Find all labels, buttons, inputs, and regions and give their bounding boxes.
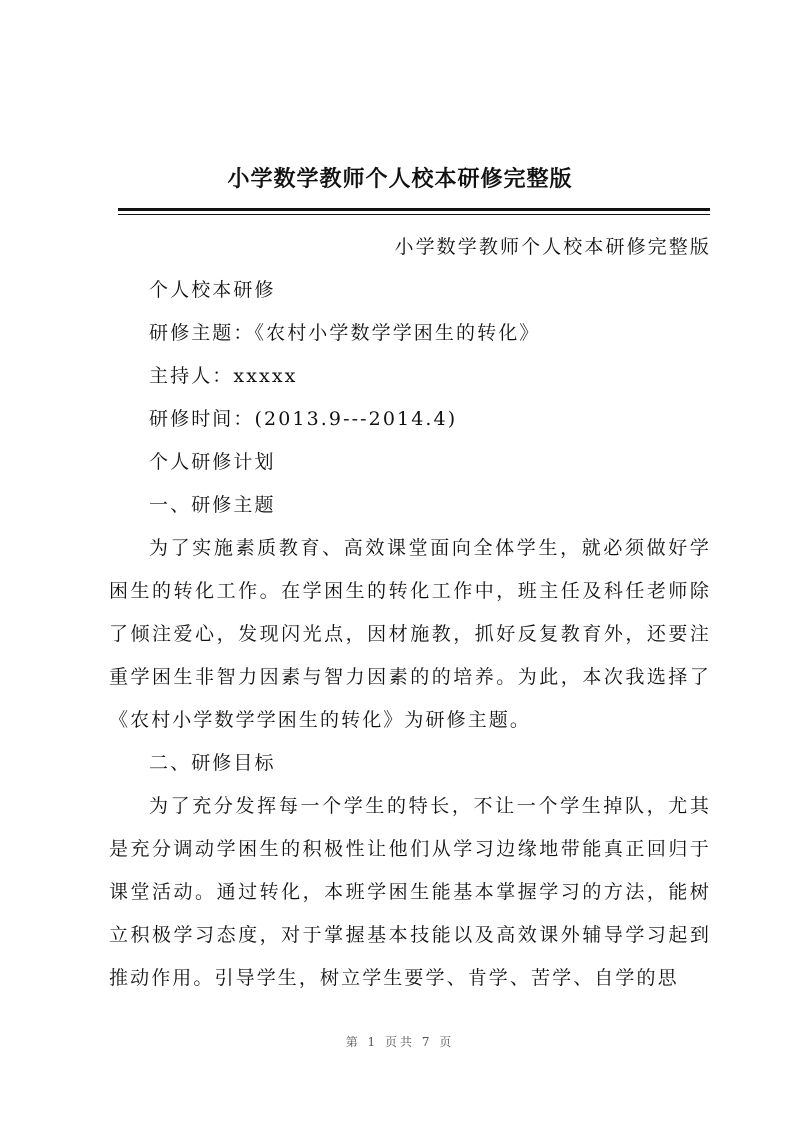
paragraph-section-2: 为了充分发挥每一个学生的特长，不让一个学生掉队，尤其是充分调动学困生的积极性让他们从学习边缘地带能真正回归于课堂活动。通过转化，本班学困生能基本掌握学习的方法，能树立积极学习态度，对于掌握基本技能以及高效课外辅导学习起到推动作用。引导学生，树立学生要学、肯学、苦学、自学的思 [109,795,711,989]
heading-section-1: 一、研修主题 [149,494,276,516]
line-personal-plan: 个人研修计划 [149,451,276,473]
line-host: 主持人：xxxxx [149,365,298,387]
line-school-study: 个人校本研修 [149,279,276,301]
page-footer: 第 1 页共 7 页 [345,1035,455,1049]
document-body [109,226,711,1000]
title-rule-thick [118,208,710,211]
line-study-time: 研修时间：(2013.9---2014.4) [149,408,458,430]
heading-section-2: 二、研修目标 [149,752,276,774]
subtitle-right: 小学数学教师个人校本研修完整版 [394,236,711,258]
document-title: 小学数学教师个人校本研修完整版 [227,167,573,192]
title-rule-thin [118,214,710,215]
paragraph-section-1: 为了实施素质教育、高效课堂面向全体学生，就必须做好学困生的转化工作。在学困生的转化工作中，班主任及科任老师除了倾注爱心，发现闪光点，因材施教，抓好反复教育外，还要注重学困生非智力因素与智力因素的的培养。为此，本次我选择了《农村小学数学学困生的转化》为研修主题。 [109,537,711,731]
line-study-topic: 研修主题：《农村小学数学学困生的转化》 [149,322,541,344]
